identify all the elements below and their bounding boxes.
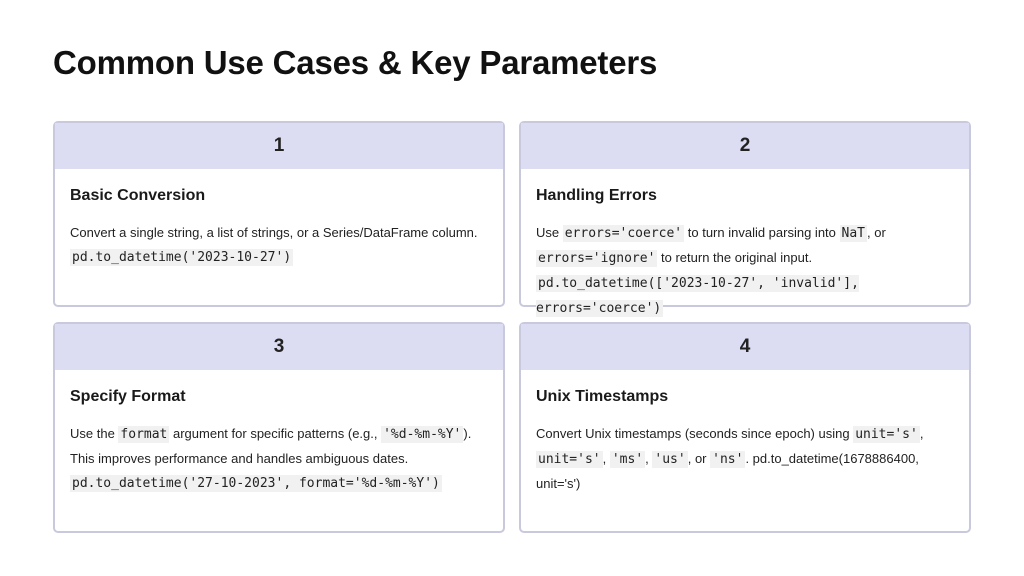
card-body: [521, 187, 969, 321]
card-description: [536, 221, 954, 321]
code-snippet: format: [120, 427, 168, 442]
text-segment: . pd.to_datetime(1678886400, unit='s'): [536, 451, 919, 491]
text-segment: , or: [867, 225, 886, 240]
text-segment: ,: [919, 426, 924, 441]
code-snippet: errors='coerce': [564, 226, 683, 241]
code-snippet: pd.to_datetime('2023-10-27'): [72, 250, 292, 265]
card-number: 1: [55, 123, 503, 169]
card-body: [55, 187, 503, 270]
card-basic-conversion: [53, 121, 505, 307]
code-snippet: 'ns': [712, 452, 744, 467]
code-snippet: unit='s': [855, 427, 918, 442]
card-heading: Handling Errors: [536, 187, 657, 204]
card-handling-errors: [519, 121, 971, 316]
code-snippet: unit='s': [538, 452, 601, 467]
card-heading: Basic Conversion: [70, 187, 206, 204]
card-description: [70, 221, 488, 270]
text-segment: to turn invalid parsing into: [684, 225, 840, 240]
card-number: 2: [521, 123, 969, 169]
text-segment: , or: [687, 451, 711, 466]
code-snippet: '%d-%m-%Y': [383, 427, 462, 442]
text-segment: Convert Unix timestamps (seconds since epoch) using: [536, 426, 854, 441]
code-snippet: 'ms': [611, 452, 644, 467]
page-title: Common Use Cases & Key Parameters: [53, 44, 658, 81]
text-segment: Use: [536, 225, 563, 240]
text-segment: ,: [645, 451, 653, 466]
text-segment: argument for specific patterns (e.g.,: [169, 426, 382, 441]
card-description: [536, 422, 954, 496]
text-segment: to return the original input.: [657, 250, 813, 265]
card-number: 4: [521, 324, 969, 370]
card-unix-timestamps: [519, 322, 971, 533]
code-snippet: errors='ignore': [538, 251, 656, 266]
code-snippet: 'us': [654, 452, 686, 467]
card-description: [70, 422, 488, 496]
text-segment: ). This improves performance and handles ambiguous dates.: [70, 426, 472, 466]
card-body: [55, 388, 503, 496]
card-specify-format: [53, 322, 505, 533]
card-body: [521, 388, 969, 496]
card-number: 3: [55, 324, 503, 370]
text-segment: Convert a single string, a list of strings, or a Series/DataFrame column.: [70, 225, 478, 240]
text-segment: Use the: [70, 426, 119, 441]
code-snippet: pd.to_datetime(['2023-10-27', 'invalid'], errors='coerce'): [536, 276, 859, 316]
card-heading: Specify Format: [70, 388, 186, 405]
text-segment: ,: [602, 451, 610, 466]
card-heading: Unix Timestamps: [536, 388, 669, 405]
code-snippet: NaT: [841, 226, 865, 241]
code-snippet: pd.to_datetime('27-10-2023', format='%d-%m-%Y'): [72, 476, 440, 491]
